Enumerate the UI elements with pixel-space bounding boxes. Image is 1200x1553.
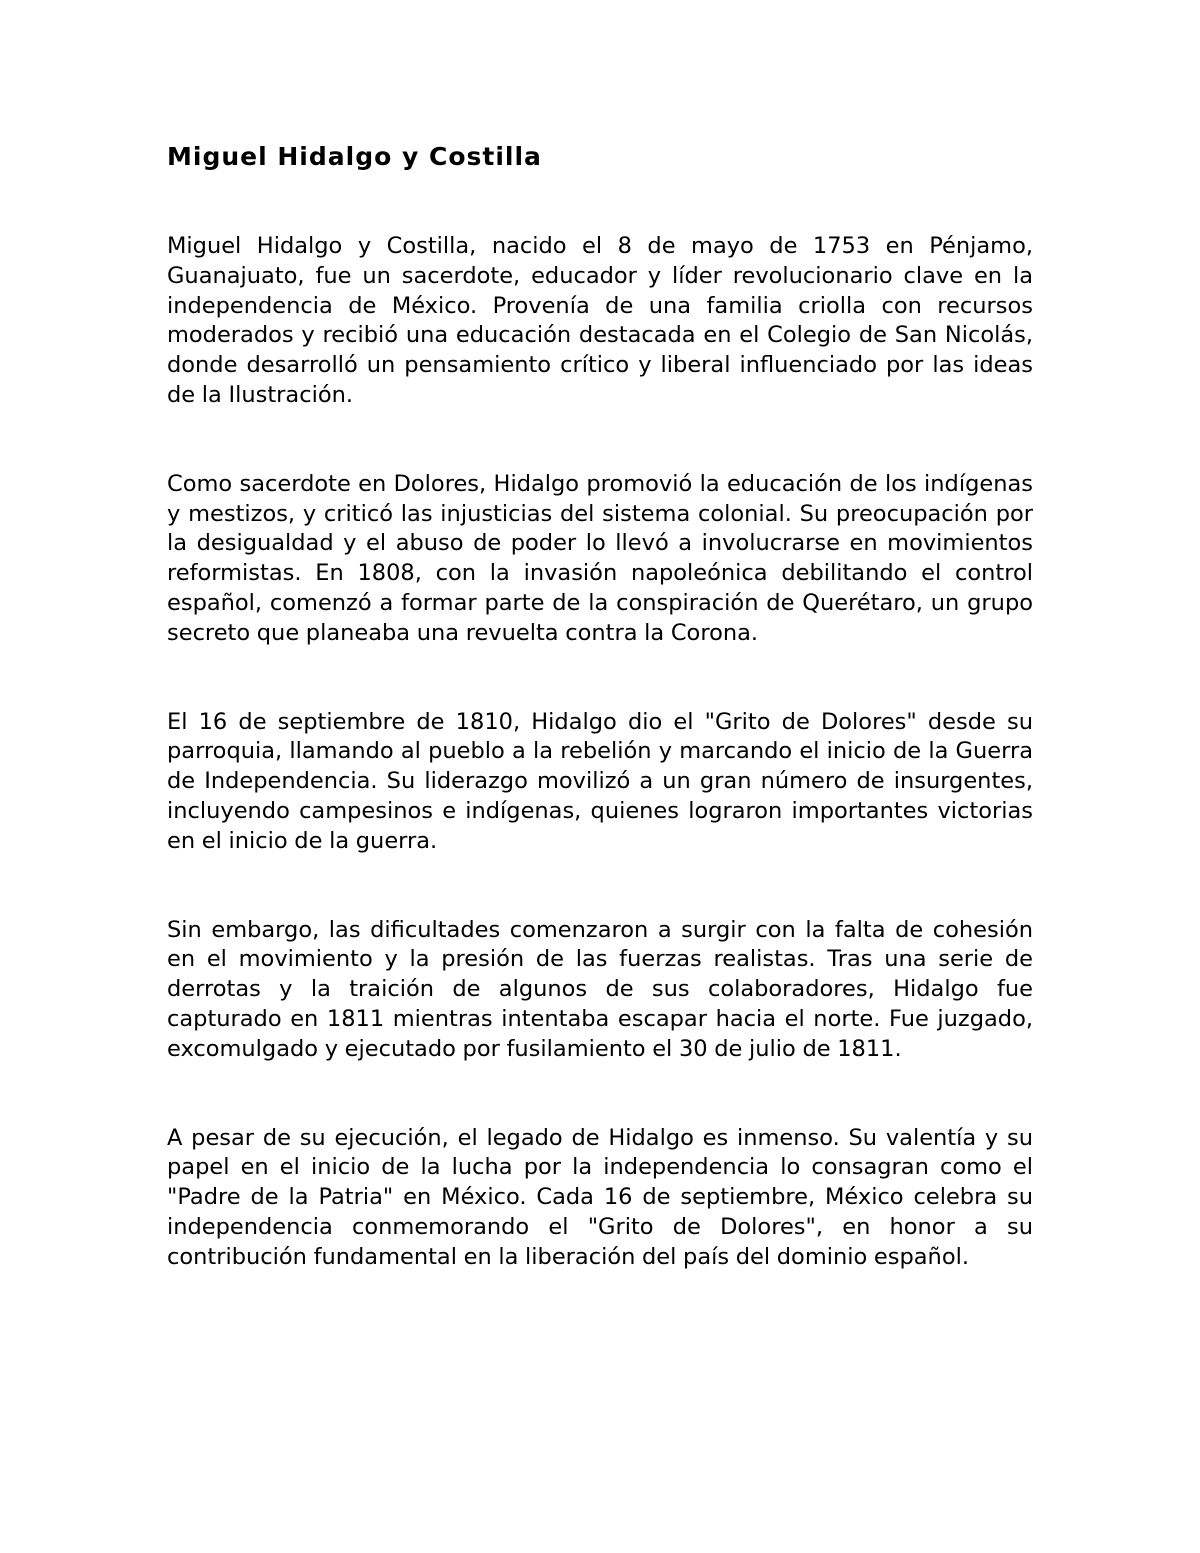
paragraph-5: A pesar de su ejecución, el legado de Hidalgo es inmenso. Su valentía y su papel en el inicio de la lucha por la independencia lo consagran como el "Padre de la Patria" en México. Cada 16 de septiembre, México celebra su independencia conmemorando el "Grito de Dolores", en honor a su contribución fundamental en la liberación del país del dominio español. [167,1124,1033,1270]
paragraph-4: Sin embargo, las dificultades comenzaron a surgir con la falta de cohesión en el movimiento y la presión de las fuerzas realistas. Tras una serie de derrotas y la traición de algunos de sus colaboradores, Hidalgo fue capturado en 1811 mientras intentaba escapar hacia el norte. Fue juzgado, excomulgado y ejecutado por fusilamiento el 30 de julio de 1811. [167,916,1033,1062]
paragraph-3: El 16 de septiembre de 1810, Hidalgo dio el "Grito de Dolores" desde su parroquia, llamando al pueblo a la rebelión y marcando el inicio de la Guerra de Independencia. Su liderazgo movilizó a un gran número de insurgentes, incluyendo campesinos e indígenas, quienes lograron importantes victorias en el inicio de la guerra. [167,708,1033,854]
paragraph-2: Como sacerdote en Dolores, Hidalgo promovió la educación de los indígenas y mestizos, y criticó las injusticias del sistema colonial. Su preocupación por la desigualdad y el abuso de poder lo llevó a involucrarse en movimientos reformistas. En 1808, con la invasión napoleónica debilitando el control español, comenzó a formar parte de la conspiración de Querétaro, un grupo secreto que planeaba una revuelta contra la Corona. [167,470,1033,646]
document-title: Miguel Hidalgo y Costilla [167,142,542,171]
document-page [167,140,1033,1273]
paragraph-1: Miguel Hidalgo y Costilla, nacido el 8 de mayo de 1753 en Pénjamo, Guanajuato, fue un sacerdote, educador y líder revolucionario clave en la independencia de México. Provenía de una familia criolla con recursos moderados y recibió una educación destacada en el Colegio de San Nicolás, donde desarrolló un pensamiento crítico y liberal influenciado por las ideas de la Ilustración. [167,233,1033,408]
